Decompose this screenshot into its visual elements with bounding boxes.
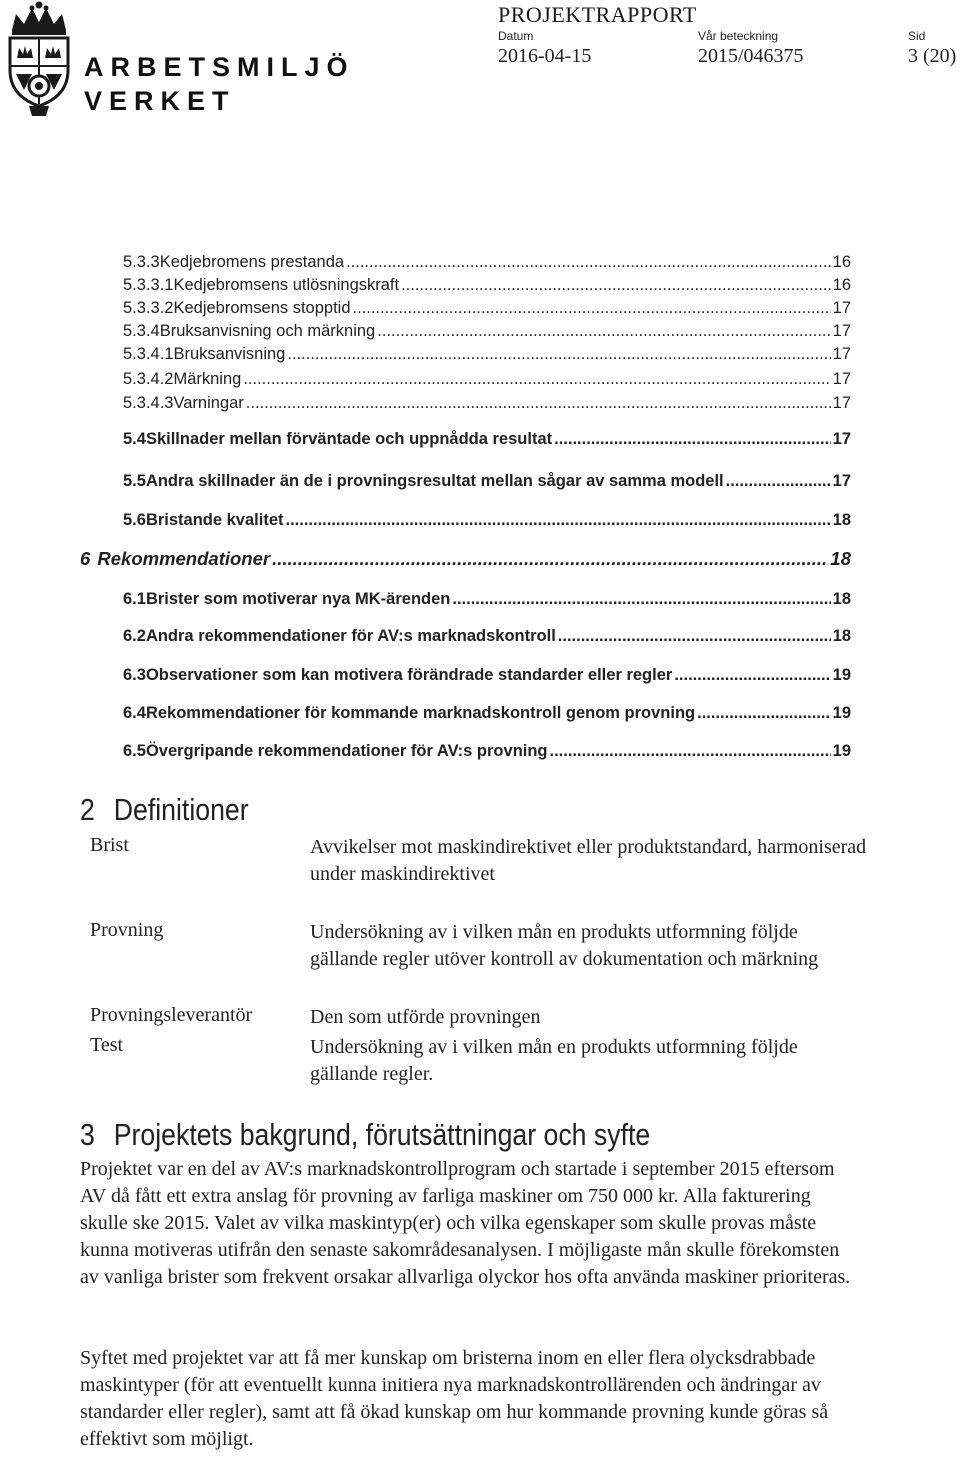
toc-title: Kedjebromsens utlösningskraft (173, 276, 400, 294)
toc-entry[interactable] (123, 345, 851, 364)
toc-page: 16 (832, 276, 851, 294)
toc-number: 5.3.3 (123, 253, 160, 271)
toc-title: Rekommendationer (97, 548, 271, 569)
toc-entry[interactable] (123, 253, 851, 272)
toc-number: 6.1 (123, 590, 146, 608)
definition-description: Den som utförde provningen (310, 1006, 541, 1028)
toc-number: 6.5 (123, 742, 146, 760)
agency-name: ARBETSMILJÖ VERKET (84, 52, 355, 116)
toc-page: 18 (832, 511, 851, 529)
page-number: 3 (20) (908, 45, 957, 67)
toc-title: Varningar (173, 394, 244, 412)
toc-page: 16 (832, 253, 851, 271)
toc-title: Andra skillnader än de i provningsresultat mellan sågar av samma modell (145, 472, 724, 490)
section-number: 3 (80, 1117, 95, 1152)
body-paragraph: Syftet med projektet var att få mer kunskap om bristerna inom en eller flera olycksdrabbade maskintyper (för att eventuellt kunna initiera nya marknadskontrollärenden och ändringar av standarder eller regler), samt att få ökad kunskap om hur kommande provning kunde göras så effektivt som möjligt. (80, 1347, 829, 1450)
definition-description: Undersökning av i vilken mån en produkts utformning följde gällande regler. (310, 1036, 798, 1085)
section-2-heading (80, 792, 249, 828)
toc-entry[interactable] (123, 472, 851, 491)
definition-term: Provning (90, 919, 164, 941)
toc-leader (452, 590, 830, 609)
toc-title: Rekommendationer för kommande marknadskontroll genom provning (145, 704, 696, 722)
toc-entry[interactable] (123, 430, 851, 449)
toc-leader (243, 370, 830, 389)
toc-entry[interactable] (123, 666, 851, 685)
toc-leader (697, 704, 831, 723)
toc-title: Övergripande rekommendationer för AV:s provning (145, 742, 548, 760)
toc-leader (726, 472, 831, 491)
toc-page: 19 (832, 742, 851, 760)
section-number: 2 (80, 792, 95, 827)
toc-page: 17 (832, 322, 851, 340)
toc-title: Kedjebromens prestanda (159, 253, 345, 271)
toc-leader (346, 253, 831, 272)
toc-entry[interactable] (123, 370, 851, 389)
agency-logo (0, 0, 355, 125)
definition-term: Test (90, 1034, 124, 1056)
definition-term: Provningsleverantör (90, 1004, 253, 1026)
toc-page: 19 (832, 666, 851, 684)
toc-page: 17 (832, 345, 851, 363)
toc-entry[interactable] (123, 742, 851, 761)
toc-title: Andra rekommendationer för AV:s marknadskontroll (145, 627, 556, 645)
toc-title: Observationer som kan motivera förändrade standarder eller regler (145, 666, 673, 684)
toc-title: Skillnader mellan förväntade och uppnådda resultat (145, 430, 553, 448)
toc-page: 18 (830, 548, 851, 569)
toc-entry[interactable] (80, 548, 851, 570)
toc-page: 17 (832, 472, 851, 490)
section-3-heading (80, 1117, 650, 1153)
definition-description: Avvikelser mot maskindirektivet eller produktstandard, harmoniserad under maskindirektivet (310, 836, 867, 885)
toc-number: 5.3.4.3 (123, 394, 174, 412)
toc-page: 17 (832, 394, 851, 412)
toc-entry[interactable] (123, 276, 851, 295)
toc-page: 17 (832, 299, 851, 317)
toc-number: 5.4 (123, 430, 146, 448)
toc-leader (674, 666, 830, 685)
toc-title: Bruksanvisning (173, 345, 286, 363)
toc-title: Brister som motiverar nya MK-ärenden (145, 590, 451, 608)
section-title: Definitioner (113, 792, 249, 827)
toc-number: 6 (80, 548, 91, 569)
toc-title: Kedjebromsens stopptid (173, 299, 351, 317)
toc-title: Bruksanvisning och märkning (159, 322, 376, 340)
toc-number: 5.3.3.2 (123, 299, 174, 317)
toc-title: Märkning (173, 370, 242, 388)
toc-number: 5.3.3.1 (123, 276, 174, 294)
toc-entry[interactable] (123, 322, 851, 341)
toc-leader (377, 322, 830, 341)
toc-page: 18 (832, 627, 851, 645)
section-title: Projektets bakgrund, förutsättningar och syfte (113, 1117, 651, 1152)
toc-number: 5.3.4 (123, 322, 160, 340)
toc-page: 17 (832, 430, 851, 448)
date-label: Datum (498, 29, 534, 43)
toc-leader (353, 299, 831, 318)
toc-number: 6.4 (123, 704, 146, 722)
toc-leader (246, 394, 831, 413)
document-type: PROJEKTRAPPORT (498, 2, 697, 27)
definition-term: Brist (90, 834, 129, 856)
toc-leader (401, 276, 831, 295)
toc-leader (286, 511, 831, 530)
toc-number: 5.3.4.1 (123, 345, 174, 363)
toc-leader (287, 345, 830, 364)
toc-entry[interactable] (123, 299, 851, 318)
definition-description: Undersökning av i vilken mån en produkts utformning följde gällande regler utöver kontroll av dokumentation och märkning (310, 921, 819, 970)
page-label: Sid (908, 29, 926, 43)
toc-entry[interactable] (123, 627, 851, 646)
toc-page: 17 (832, 370, 851, 388)
body-paragraph: Projektet var en del av AV:s marknadskontrollprogram och startade i september 2015 eftersom AV då fått ett extra anslag för provning av farliga maskiner om 750 000 kr. Alla fakturering skulle ske 2015. Valet av vilka maskintyp(er) och vilka egenskaper som skulle provas måste kunna motiveras utifrån den senaste sakområdesanalysen. I möjligaste mån skulle förekomsten av vanliga brister som frekvent orsakar allvarliga olyckor hos ofta använda maskiner prioriteras. (80, 1158, 851, 1288)
toc-leader (272, 548, 828, 570)
toc-entry[interactable] (123, 511, 851, 530)
toc-number: 5.6 (123, 511, 146, 529)
toc-number: 5.5 (123, 472, 146, 490)
toc-leader (558, 627, 831, 646)
toc-leader (554, 430, 831, 449)
toc-leader (550, 742, 831, 761)
toc-page: 19 (832, 704, 851, 722)
toc-number: 6.2 (123, 627, 146, 645)
toc-entry[interactable] (123, 704, 851, 723)
toc-title: Bristande kvalitet (145, 511, 284, 529)
reference-label: Vår beteckning (698, 29, 779, 43)
toc-entry[interactable] (123, 394, 851, 413)
date-value: 2016-04-15 (498, 45, 592, 67)
reference-value: 2015/046375 (698, 45, 804, 67)
toc-number: 5.3.4.2 (123, 370, 174, 388)
toc-page: 18 (832, 590, 851, 608)
toc-number: 6.3 (123, 666, 146, 684)
toc-entry[interactable] (123, 590, 851, 609)
crest-icon (2, 0, 76, 120)
